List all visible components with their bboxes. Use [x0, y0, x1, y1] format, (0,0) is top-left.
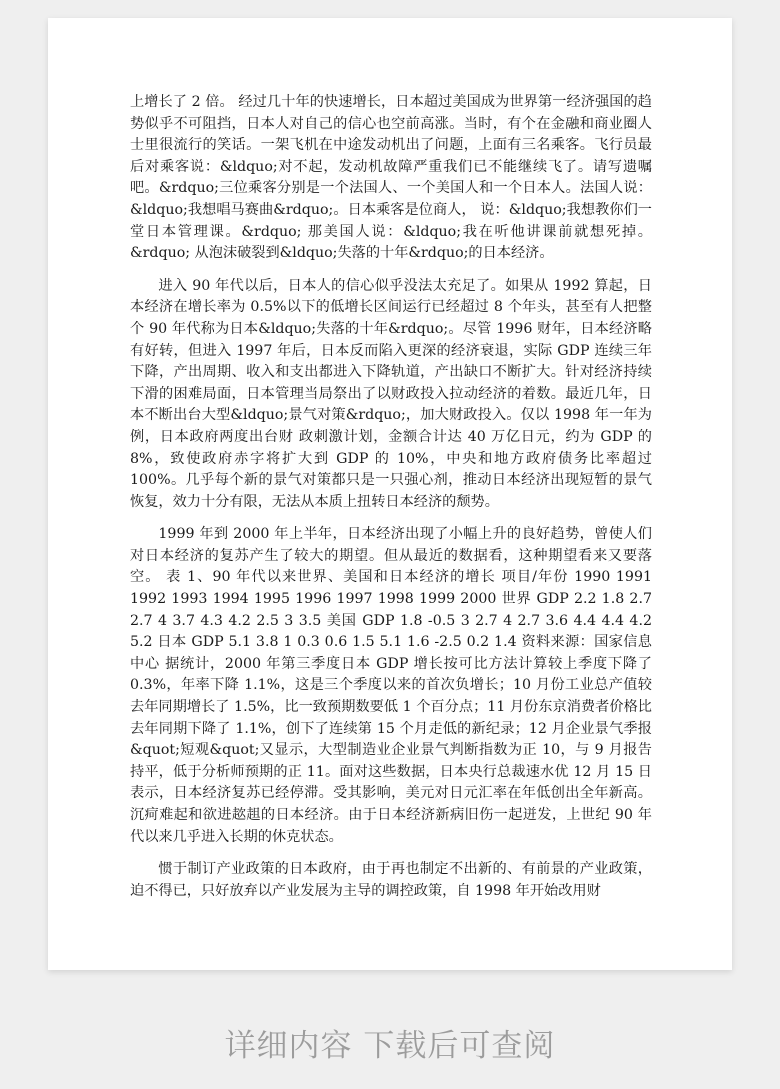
paragraph-2: 进入 90 年代以后，日本人的信心似乎没法太充足了。如果从 1992 算起，日本经济在增长率为 0.5%以下的低增长区间运行已经超过 8 个年头，甚至有人把整个 90 年代称为日本&ldquo;失落的十年&rdquo;。尽管 1996 财年，日本经济略有好转，但进入 1997 年后，日本反而陷入更深的经济衰退，实际 GDP 连续三年下降，产出周期、收入和支出都进入下降轨道，产出缺口不断扩大。针对经济持续下滑的困难局面，日本管理当局祭出了以财政投入拉动经济的着数。最近几年，日本不断出台大型&ldquo;景气对策&rdquo;，加大财政投入。仅以 1998 年一年为例，日本政府两度出台财 政刺激计划，金额合计达 40 万亿日元，约为 GDP 的 8%，致使政府赤字将扩大到 GDP 的 10%，中央和地方政府债务比率超过 100%。几乎每个新的景气对策都只是一只强心剂，推动日本经济出现短暂的景气恢复，效力十分有限，无法从本质上扭转日本经济的颓势。	[130, 277, 652, 510]
document-page	[48, 18, 732, 970]
document-body	[130, 92, 652, 913]
download-prompt: 详细内容 下载后可查阅	[224, 1028, 556, 1064]
paragraph-1: 上增长了 2 倍。 经过几十年的快速增长，日本超过美国成为世界第一经济强国的趋势似乎不可阻挡，日本人对自己的信心也空前高涨。当时，有个在金融和商业圈人士里很流行的笑话。一架飞机在中途发动机出了问题，上面有三名乘客。飞行员最后对乘客说：&ldquo;对不起，发动机故障严重我们已不能继续飞了。请写遗嘱吧。&rdquo;三位乘客分别是一个法国人、一个美国人和一个日本人。法国人说：&ldquo;我想唱马赛曲&rdquo;。日本乘客是位商人， 说：&ldquo;我想教你们一堂日本管理课。&rdquo; 那美国人说：&ldquo;我在听他讲课前就想死掉。&rdquo; 从泡沫破裂到&ldquo;失落的十年&rdquo;的日本经济。	[130, 94, 652, 262]
paragraph-4: 惯于制订产业政策的日本政府，由于再也制定不出新的、有前景的产业政策，迫不得已，只好放弃以产业发展为主导的调控政策，自 1998 年开始改用财	[130, 861, 652, 899]
paragraph-3: 1999 年到 2000 年上半年，日本经济出现了小幅上升的良好趋势，曾使人们对日本经济的复苏产生了较大的期望。但从最近的数据看，这种期望看来又要落空。 表 1、90 年代以来世界、美国和日本经济的增长 项目/年份 1990 1991 1992 1993 1994 1995 1996 1997 1998 1999 2000 世界 GDP 2.2 1.8 2.7 2.7 4 3.7 4.3 4.2 2.5 3 3.5 美国 GDP 1.8 -0.5 3 2.7 4 2.7 3.6 4.4 4.4 4.2 5.2 日本 GDP 5.1 3.8 1 0.3 0.6 1.5 5.1 1.6 -2.5 0.2 1.4 资料来源：国家信息中心 据统计，2000 年第三季度日本 GDP 增长按可比方法计算较上季度下降了 0.3%，年率下降 1.1%，这是三个季度以来的首次负增长；10 月份工业总产值较去年同期增长了 1.5%，比一致预期数要低 1 个百分点；11 月份东京消费者价格比去年同期下降了 1.1%，创下了连续第 15 个月走低的新纪录；12 月企业景气季报&quot;短观&quot;又显示，大型制造业企业景气判断指数为正 10，与 9 月报告持平，低于分析师预期的正 11。面对这些数据，日本央行总裁速水优 12 月 15 日表示，日本经济复苏已经停滞。受其影响，美元对日元汇率在年低创出全年新高。 沉疴难起和欲进趑趄的日本经济。由于日本经济新病旧伤一起迸发，上世纪 90 年代以来几乎进入长期的休克状态。	[130, 526, 652, 845]
